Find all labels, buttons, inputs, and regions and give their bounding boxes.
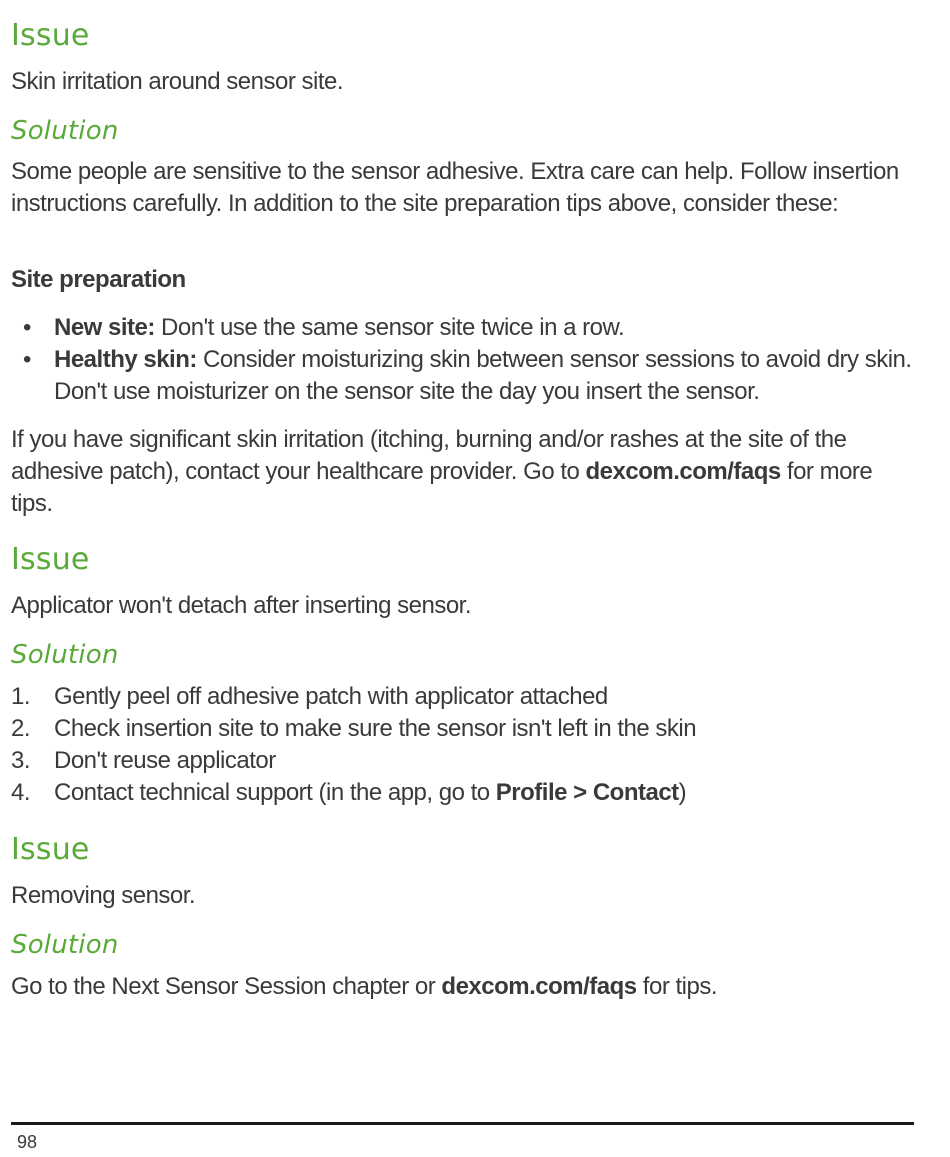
- solution-intro: [11, 156, 916, 220]
- step-text: Don't reuse applicator: [54, 747, 276, 774]
- solution-heading-text: Solution: [11, 116, 119, 146]
- closing-text-pre: If you have significant skin irritation (itching, burning and/or rashes at the site of the adhesive patch), contact your healthcare provider. Go to: [11, 426, 847, 485]
- bullet-bold-label: New site:: [54, 314, 155, 341]
- step-number: 4.: [11, 779, 31, 806]
- issue-text: Skin irritation around sensor site.: [11, 68, 343, 95]
- issue-heading-text: Issue: [11, 18, 90, 53]
- issue-heading: [11, 832, 916, 867]
- closing-text: [11, 424, 916, 520]
- list-item: [11, 681, 916, 713]
- issue-description: [11, 590, 916, 622]
- bullet-text: Consider moisturizing skin between sensor sessions to avoid dry skin. Don't use moisturizer on the sensor site the day you insert the sensor.: [54, 346, 912, 405]
- list-item: [11, 713, 916, 745]
- footer-divider: [11, 1122, 914, 1125]
- solution-text-pre: Go to the Next Sensor Session chapter or: [11, 973, 442, 1000]
- step-text-post: ): [678, 779, 687, 806]
- step-number: 3.: [11, 747, 31, 774]
- solution-text-post: for tips.: [636, 973, 717, 1000]
- bullet-bold-label: Healthy skin:: [54, 346, 197, 373]
- faqs-link[interactable]: dexcom.com/faqs: [441, 973, 637, 1000]
- bullet-list: [11, 312, 916, 408]
- closing-text-post: for more tips.: [11, 458, 873, 517]
- issue-heading-text: Issue: [11, 542, 90, 577]
- closing-paragraph: [11, 424, 916, 520]
- issue-description: [11, 66, 916, 98]
- solution-heading-text: Solution: [11, 930, 119, 960]
- solution-heading: [11, 640, 916, 670]
- site-preparation-list: [11, 312, 916, 408]
- faqs-link[interactable]: dexcom.com/faqs: [585, 458, 781, 485]
- step-number: 1.: [11, 683, 31, 710]
- bullet-text: Don't use the same sensor site twice in a row.: [154, 314, 625, 341]
- issue-heading: [11, 542, 916, 577]
- solution-intro-text: Some people are sensitive to the sensor adhesive. Extra care can help. Follow insertion instructions carefully. In addition to the site preparation tips above, consider these:: [11, 158, 899, 217]
- list-item: [11, 777, 916, 809]
- numbered-list: [11, 681, 916, 809]
- list-item: [11, 344, 916, 408]
- profile-contact-path: Profile > Contact: [495, 779, 679, 806]
- solution-heading-text: Solution: [11, 640, 119, 670]
- issue-heading: [11, 18, 916, 53]
- issue-text: Removing sensor.: [11, 882, 196, 909]
- bullet-icon: •: [23, 314, 31, 341]
- step-number: 2.: [11, 715, 31, 742]
- solution-steps: [11, 681, 916, 809]
- solution-heading: [11, 116, 916, 146]
- step-text-pre: Contact technical support (in the app, go to: [54, 779, 496, 806]
- issue-text: Applicator won't detach after inserting sensor.: [11, 592, 472, 619]
- page-number: 98: [17, 1132, 38, 1152]
- bullet-icon: •: [23, 346, 31, 373]
- solution-heading: [11, 930, 916, 960]
- list-item: [11, 312, 916, 344]
- solution-text: [11, 971, 916, 1003]
- issue-heading-text: Issue: [11, 832, 90, 867]
- solution-body: [11, 971, 916, 1003]
- step-text: Gently peel off adhesive patch with applicator attached: [54, 683, 608, 710]
- subhead-text: Site preparation: [11, 266, 186, 293]
- list-item: [11, 745, 916, 777]
- step-text: Check insertion site to make sure the sensor isn't left in the skin: [54, 715, 697, 742]
- issue-description: [11, 880, 916, 912]
- site-preparation-subhead: [11, 266, 916, 294]
